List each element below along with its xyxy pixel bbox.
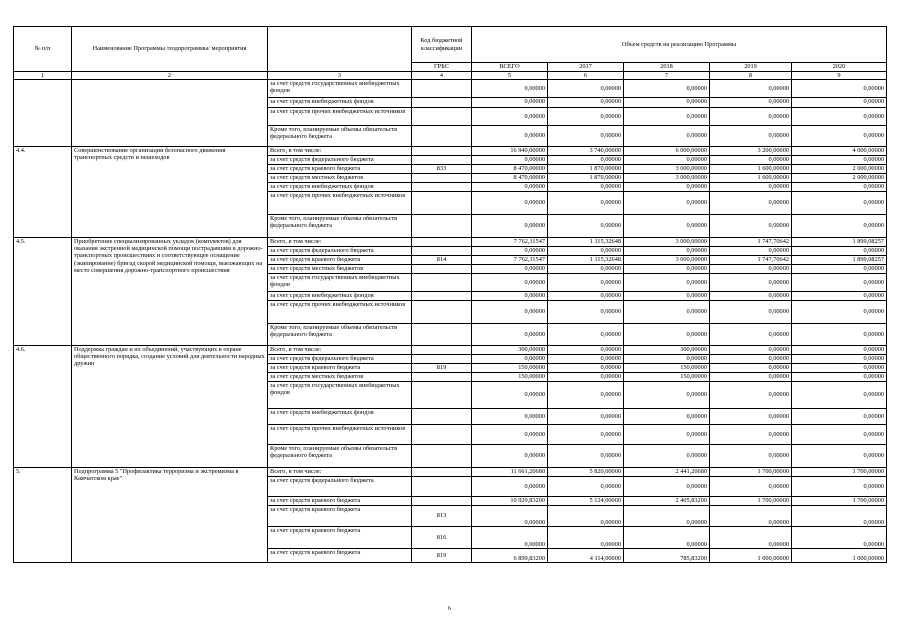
measure-name: Совершенствование организации безопасного движения транспортных средств и пешеходов — [72, 147, 268, 238]
amount-cell: 0,00000 — [472, 445, 548, 468]
grbs-code — [412, 324, 472, 346]
amount-cell: 0,00000 — [792, 108, 887, 126]
funding-source: за счет средств краевого бюджета — [268, 527, 412, 549]
funding-source: Всего, в том числе: — [268, 346, 412, 355]
amount-cell: 0,00000 — [472, 126, 548, 147]
amount-cell: 150,00000 — [472, 373, 548, 382]
amount-cell: 0,00000 — [548, 156, 624, 165]
amount-cell: 0,00000 — [710, 477, 792, 497]
amount-cell: 1 115,32648 — [548, 256, 624, 265]
amount-cell: 0,00000 — [548, 108, 624, 126]
funding-source: за счет средств краевого бюджета — [268, 497, 412, 506]
amount-cell: 5 124,00000 — [548, 497, 624, 506]
amount-cell: 0,00000 — [710, 355, 792, 364]
amount-cell: 0,00000 — [710, 425, 792, 445]
funding-source: Кроме того, планируемые объемы обязательств федерального бюджета — [268, 126, 412, 147]
amount-cell: 0,00000 — [472, 324, 548, 346]
funding-source: за счет средств федерального бюджета — [268, 355, 412, 364]
amount-cell: 1 870,00000 — [548, 174, 624, 183]
amount-cell: 4 000,00000 — [792, 147, 887, 156]
amount-cell: 0,00000 — [624, 409, 710, 425]
funding-source: Всего, в том числе: — [268, 147, 412, 156]
funding-source: за счет средств федерального бюджета — [268, 156, 412, 165]
funding-source: за счет средств государственных внебюджетных фондов — [268, 382, 412, 409]
amount-cell: 0,00000 — [472, 301, 548, 324]
row-number: 4.5. — [14, 238, 72, 346]
funding-source: за счет средств местных бюджетов — [268, 373, 412, 382]
funding-source: за счет средств внебюджетных фондов — [268, 98, 412, 108]
amount-cell: 0,00000 — [792, 324, 887, 346]
amount-cell: 1 000,00000 — [792, 549, 887, 563]
amount-cell: 0,00000 — [710, 445, 792, 468]
measure-name — [72, 80, 268, 147]
amount-cell: 3 000,00000 — [624, 165, 710, 174]
grbs-code — [412, 409, 472, 425]
amount-cell: 0,00000 — [548, 274, 624, 292]
grbs-code — [412, 265, 472, 274]
amount-cell: 3 000,00000 — [624, 238, 710, 247]
amount-cell: 0,00000 — [548, 373, 624, 382]
header-2020: 2020 — [792, 63, 887, 72]
grbs-code — [412, 183, 472, 192]
amount-cell: 0,00000 — [710, 364, 792, 373]
grbs-code — [412, 497, 472, 506]
budget-table-sheet — [13, 26, 887, 563]
amount-cell: 0,00000 — [792, 80, 887, 98]
amount-cell: 0,00000 — [710, 156, 792, 165]
amount-cell: 0,00000 — [710, 292, 792, 301]
amount-cell: 0,00000 — [472, 108, 548, 126]
amount-cell: 0,00000 — [472, 382, 548, 409]
amount-cell: 16 940,00000 — [472, 147, 548, 156]
amount-cell: 1 747,70642 — [710, 238, 792, 247]
amount-cell: 0,00000 — [548, 183, 624, 192]
table-row — [14, 238, 887, 247]
amount-cell: 0,00000 — [472, 156, 548, 165]
amount-cell: 0,00000 — [472, 80, 548, 98]
amount-cell: 1 700,00000 — [792, 468, 887, 477]
funding-source: за счет средств внебюджетных фондов — [268, 183, 412, 192]
amount-cell: 0,00000 — [792, 215, 887, 238]
amount-cell: 0,00000 — [792, 477, 887, 497]
grbs-code — [412, 192, 472, 215]
amount-cell: 0,00000 — [710, 274, 792, 292]
amount-cell: 0,00000 — [548, 98, 624, 108]
table-row — [14, 468, 887, 477]
amount-cell: 2 000,00000 — [792, 174, 887, 183]
grbs-code: 813 — [412, 506, 472, 527]
amount-cell: 0,00000 — [472, 425, 548, 445]
amount-cell: 0,00000 — [624, 506, 710, 527]
amount-cell: 0,00000 — [472, 527, 548, 549]
row-number: 4.4. — [14, 147, 72, 238]
amount-cell: 0,00000 — [792, 355, 887, 364]
amount-cell: 2 405,83200 — [624, 497, 710, 506]
amount-cell: 150,00000 — [624, 364, 710, 373]
amount-cell: 0,00000 — [710, 527, 792, 549]
amount-cell: 0,00000 — [710, 346, 792, 355]
funding-source: за счет средств краевого бюджета — [268, 549, 412, 563]
funding-source: Всего, в том числе: — [268, 468, 412, 477]
amount-cell: 0,00000 — [710, 382, 792, 409]
amount-cell: 0,00000 — [792, 126, 887, 147]
amount-cell: 0,00000 — [548, 265, 624, 274]
amount-cell: 0,00000 — [624, 80, 710, 98]
amount-cell: 0,00000 — [472, 98, 548, 108]
amount-cell: 0,00000 — [624, 156, 710, 165]
index-cell: 6 — [548, 72, 624, 80]
amount-cell: 0,00000 — [624, 445, 710, 468]
amount-cell: 0,00000 — [710, 126, 792, 147]
funding-source: за счет средств краевого бюджета — [268, 165, 412, 174]
amount-cell: 0,00000 — [624, 301, 710, 324]
grbs-code — [412, 98, 472, 108]
funding-source: за счет средств внебюджетных фондов — [268, 292, 412, 301]
amount-cell: 2 441,20680 — [624, 468, 710, 477]
amount-cell: 1 700,00000 — [710, 497, 792, 506]
measure-name: Подпрограмма 5 "Профилактика терроризма и экстремизма в Камчатском крае" — [72, 468, 268, 563]
amount-cell: 0,00000 — [710, 80, 792, 98]
amount-cell: 0,00000 — [624, 98, 710, 108]
index-cell: 2 — [72, 72, 268, 80]
amount-cell: 0,00000 — [548, 506, 624, 527]
header-volume: Объем средств на реализацию Программы — [472, 27, 887, 63]
funding-source: за счет средств федерального бюджета — [268, 477, 412, 497]
grbs-code — [412, 238, 472, 247]
amount-cell: 1 899,08257 — [792, 238, 887, 247]
header-2017: 2017 — [548, 63, 624, 72]
header-total: ВСЕГО — [472, 63, 548, 72]
amount-cell: 0,00000 — [624, 292, 710, 301]
header-grbs: ГРБС — [412, 63, 472, 72]
grbs-code — [412, 247, 472, 256]
amount-cell: 0,00000 — [548, 247, 624, 256]
amount-cell: 0,00000 — [710, 247, 792, 256]
amount-cell: 0,00000 — [548, 445, 624, 468]
amount-cell: 0,00000 — [792, 192, 887, 215]
amount-cell: 0,00000 — [792, 506, 887, 527]
funding-source: за счет средств федерального бюджета — [268, 247, 412, 256]
grbs-code — [412, 215, 472, 238]
amount-cell: 0,00000 — [710, 301, 792, 324]
amount-cell: 5 820,00000 — [548, 468, 624, 477]
header-code: Код бюджетной классификации — [412, 27, 472, 63]
amount-cell: 0,00000 — [710, 108, 792, 126]
grbs-code: 819 — [412, 364, 472, 373]
funding-source: за счет средств местных бюджетов — [268, 174, 412, 183]
amount-cell: 0,00000 — [792, 274, 887, 292]
amount-cell: 7 762,11547 — [472, 256, 548, 265]
amount-cell: 150,00000 — [472, 364, 548, 373]
amount-cell: 11 661,20680 — [472, 468, 548, 477]
amount-cell: 0,00000 — [472, 215, 548, 238]
funding-source: за счет средств государственных внебюджетных фондов — [268, 80, 412, 98]
amount-cell: 0,00000 — [548, 126, 624, 147]
amount-cell: 0,00000 — [792, 247, 887, 256]
amount-cell: 0,00000 — [624, 355, 710, 364]
grbs-code — [412, 80, 472, 98]
header-src — [268, 27, 412, 72]
amount-cell: 0,00000 — [548, 382, 624, 409]
amount-cell: 0,00000 — [792, 292, 887, 301]
amount-cell: 2 000,00000 — [792, 165, 887, 174]
grbs-code: 819 — [412, 549, 472, 563]
grbs-code — [412, 147, 472, 156]
amount-cell: 1 747,70642 — [710, 256, 792, 265]
amount-cell: 0,00000 — [548, 409, 624, 425]
amount-cell: 10 929,83200 — [472, 497, 548, 506]
amount-cell: 1 000,00000 — [710, 549, 792, 563]
amount-cell: 0,00000 — [710, 192, 792, 215]
amount-cell: 0,00000 — [710, 265, 792, 274]
funding-source: за счет средств местных бюджетов — [268, 265, 412, 274]
funding-source: за счет средств прочих внебюджетных источников — [268, 425, 412, 445]
table-row — [14, 80, 887, 98]
amount-cell: 0,00000 — [792, 98, 887, 108]
amount-cell: 0,00000 — [472, 355, 548, 364]
amount-cell: 150,00000 — [624, 373, 710, 382]
grbs-code — [412, 355, 472, 364]
amount-cell: 0,00000 — [472, 409, 548, 425]
amount-cell: 0,00000 — [710, 215, 792, 238]
grbs-code: 816 — [412, 527, 472, 549]
amount-cell: 0,00000 — [792, 346, 887, 355]
amount-cell: 0,00000 — [792, 183, 887, 192]
amount-cell: 300,00000 — [472, 346, 548, 355]
amount-cell: 0,00000 — [548, 355, 624, 364]
amount-cell: 0,00000 — [710, 373, 792, 382]
amount-cell: 300,00000 — [624, 346, 710, 355]
amount-cell: 0,00000 — [472, 274, 548, 292]
amount-cell: 0,00000 — [624, 382, 710, 409]
index-cell: 5 — [472, 72, 548, 80]
amount-cell: 0,00000 — [548, 215, 624, 238]
amount-cell: 0,00000 — [624, 126, 710, 147]
amount-cell: 0,00000 — [624, 247, 710, 256]
header-2019: 2019 — [710, 63, 792, 72]
grbs-code — [412, 126, 472, 147]
amount-cell: 0,00000 — [472, 477, 548, 497]
amount-cell: 0,00000 — [624, 265, 710, 274]
amount-cell: 0,00000 — [792, 382, 887, 409]
amount-cell: 1 700,00000 — [792, 497, 887, 506]
amount-cell: 0,00000 — [624, 527, 710, 549]
amount-cell: 0,00000 — [472, 292, 548, 301]
amount-cell: 0,00000 — [548, 425, 624, 445]
funding-source: за счет средств внебюджетных фондов — [268, 409, 412, 425]
amount-cell: 0,00000 — [792, 364, 887, 373]
amount-cell: 0,00000 — [710, 409, 792, 425]
amount-cell: 8 470,00000 — [472, 174, 548, 183]
grbs-code — [412, 301, 472, 324]
amount-cell: 0,00000 — [792, 425, 887, 445]
amount-cell: 0,00000 — [548, 80, 624, 98]
amount-cell: 0,00000 — [472, 247, 548, 256]
amount-cell: 0,00000 — [472, 265, 548, 274]
grbs-code — [412, 274, 472, 292]
amount-cell: 3 740,00000 — [548, 147, 624, 156]
table-row — [14, 346, 887, 355]
amount-cell: 0,00000 — [548, 364, 624, 373]
header-2018: 2018 — [624, 63, 710, 72]
table-row — [14, 147, 887, 156]
amount-cell: 0,00000 — [710, 506, 792, 527]
amount-cell: 0,00000 — [624, 425, 710, 445]
amount-cell: 0,00000 — [792, 156, 887, 165]
grbs-code — [412, 373, 472, 382]
grbs-code — [412, 477, 472, 497]
amount-cell: 0,00000 — [624, 215, 710, 238]
funding-source: за счет средств прочих внебюджетных источников — [268, 301, 412, 324]
amount-cell: 0,00000 — [792, 445, 887, 468]
grbs-code — [412, 292, 472, 301]
amount-cell: 1 600,00000 — [710, 165, 792, 174]
grbs-code: 814 — [412, 256, 472, 265]
amount-cell: 0,00000 — [548, 346, 624, 355]
amount-cell: 3 000,00000 — [624, 174, 710, 183]
index-cell: 3 — [268, 72, 412, 80]
amount-cell: 6 899,83200 — [472, 549, 548, 563]
grbs-code — [412, 445, 472, 468]
index-cell: 4 — [412, 72, 472, 80]
amount-cell: 1 700,00000 — [710, 468, 792, 477]
amount-cell: 0,00000 — [710, 183, 792, 192]
amount-cell: 785,83200 — [624, 549, 710, 563]
row-number — [14, 80, 72, 147]
funding-source: Кроме того, планируемые объемы обязательств федерального бюджета — [268, 445, 412, 468]
amount-cell: 0,00000 — [792, 373, 887, 382]
amount-cell: 7 762,11547 — [472, 238, 548, 247]
amount-cell: 0,00000 — [472, 183, 548, 192]
index-cell: 8 — [710, 72, 792, 80]
amount-cell: 0,00000 — [710, 98, 792, 108]
measure-name: Поддержка граждан и их объединений, участвующих в охране общественного порядка, создание условий для деятельности народных дружин — [72, 346, 268, 468]
amount-cell: 0,00000 — [792, 301, 887, 324]
index-cell: 7 — [624, 72, 710, 80]
grbs-code — [412, 468, 472, 477]
funding-source: Всего, в том числе: — [268, 238, 412, 247]
amount-cell: 3 000,00000 — [624, 256, 710, 265]
amount-cell: 1 115,32648 — [548, 238, 624, 247]
amount-cell: 8 470,00000 — [472, 165, 548, 174]
amount-cell: 0,00000 — [624, 274, 710, 292]
funding-source: за счет средств краевого бюджета — [268, 256, 412, 265]
grbs-code — [412, 346, 472, 355]
amount-cell: 0,00000 — [548, 477, 624, 497]
amount-cell: 0,00000 — [792, 527, 887, 549]
header-num: № п/п — [14, 27, 72, 72]
amount-cell: 0,00000 — [710, 324, 792, 346]
amount-cell: 0,00000 — [472, 192, 548, 215]
grbs-code — [412, 425, 472, 445]
amount-cell: 1 600,00000 — [710, 174, 792, 183]
funding-source: за счет средств краевого бюджета — [268, 506, 412, 527]
row-number: 4.6. — [14, 346, 72, 468]
amount-cell: 0,00000 — [624, 108, 710, 126]
row-number: 5. — [14, 468, 72, 563]
header-name: Наименование Программы /подпрограммы/ мероприятия — [72, 27, 268, 72]
measure-name: Приобретение специализированных укладок (комплектов) для оказания экстренной медицинской помощи пострадавшим в дорожно-транспортных происшествиях и соответствующее оснащение (экипирование) бригад скорой медицинской помощи, выезжающих на место совершения дорожно-транспортного происшествия — [72, 238, 268, 346]
grbs-code — [412, 108, 472, 126]
grbs-code: 833 — [412, 165, 472, 174]
amount-cell: 0,00000 — [472, 506, 548, 527]
index-cell: 9 — [792, 72, 887, 80]
amount-cell: 0,00000 — [548, 192, 624, 215]
amount-cell: 0,00000 — [624, 183, 710, 192]
amount-cell: 6 000,00000 — [624, 147, 710, 156]
grbs-code — [412, 382, 472, 409]
index-cell: 1 — [14, 72, 72, 80]
funding-source: за счет средств государственных внебюджетных фондов — [268, 274, 412, 292]
funding-source: за счет средств прочих внебюджетных источников — [268, 108, 412, 126]
funding-source: Кроме того, планируемые объемы обязательств федерального бюджета — [268, 324, 412, 346]
amount-cell: 3 200,00000 — [710, 147, 792, 156]
amount-cell: 0,00000 — [548, 301, 624, 324]
grbs-code — [412, 174, 472, 183]
amount-cell: 1 899,08257 — [792, 256, 887, 265]
funding-source: Кроме того, планируемые объемы обязательств федерального бюджета — [268, 215, 412, 238]
amount-cell: 0,00000 — [624, 477, 710, 497]
funding-source: за счет средств прочих внебюджетных источников — [268, 192, 412, 215]
funding-source: за счет средств краевого бюджета — [268, 364, 412, 373]
amount-cell: 0,00000 — [792, 409, 887, 425]
amount-cell: 0,00000 — [548, 527, 624, 549]
page-number: 6 — [448, 606, 451, 612]
amount-cell: 1 870,00000 — [548, 165, 624, 174]
index-row — [14, 72, 887, 80]
amount-cell: 0,00000 — [624, 324, 710, 346]
grbs-code — [412, 156, 472, 165]
amount-cell: 0,00000 — [548, 324, 624, 346]
amount-cell: 0,00000 — [624, 192, 710, 215]
amount-cell: 4 114,00000 — [548, 549, 624, 563]
budget-table — [13, 26, 887, 563]
amount-cell: 0,00000 — [548, 292, 624, 301]
amount-cell: 0,00000 — [792, 265, 887, 274]
